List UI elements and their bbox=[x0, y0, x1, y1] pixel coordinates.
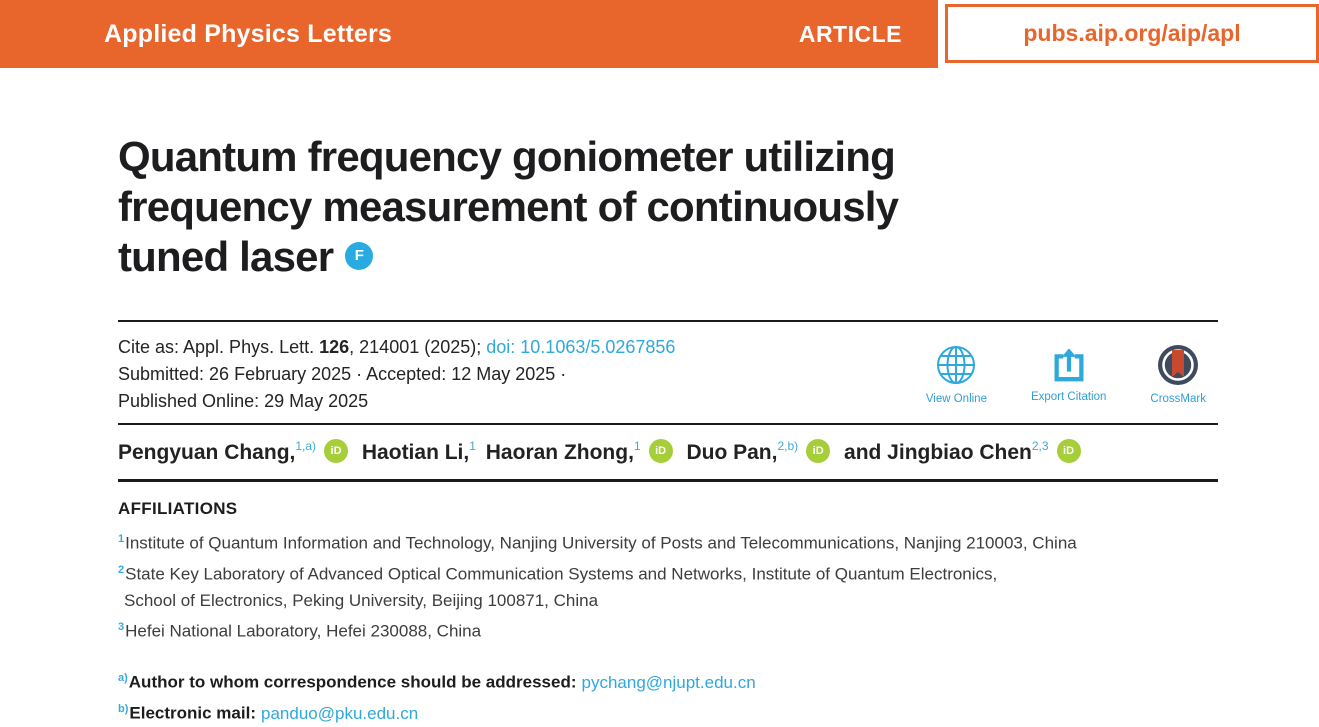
journal-url[interactable]: pubs.aip.org/aip/apl bbox=[1023, 20, 1241, 46]
affiliation-list bbox=[118, 526, 1220, 644]
email-link[interactable]: pychang@njupt.edu.cn bbox=[581, 673, 756, 693]
author-affiliation-sup: 1,a) bbox=[295, 439, 317, 453]
author-name: Haoran Zhong,$^1$ bbox=[485, 439, 641, 464]
affiliation-item: $^1$Institute of Quantum Information and Technology, Nanjing University of Posts and Telecommunications, Nanjing 210003, China bbox=[118, 533, 1077, 554]
journal-title: Applied Physics Letters bbox=[104, 19, 393, 48]
correspondence-sup: a) bbox=[118, 672, 128, 685]
crossmark-button[interactable] bbox=[1150, 344, 1206, 405]
author-name: Duo Pan,$^{2,b)}$ bbox=[686, 439, 799, 464]
correspondence-block bbox=[118, 665, 1220, 726]
author-list bbox=[118, 440, 1220, 479]
affiliation-sup: 3 bbox=[118, 620, 125, 633]
author-name: Haotian Li,$^1$ bbox=[361, 439, 476, 464]
author-name: Pengyuan Chang,$^{1,a)}$ bbox=[118, 439, 317, 464]
published-online-line: Published Online: 29 May 2025 bbox=[118, 391, 369, 411]
journal-banner bbox=[0, 0, 938, 68]
paper-title bbox=[118, 132, 1220, 282]
affiliation-sup: 2 bbox=[118, 564, 125, 577]
export-icon bbox=[1050, 344, 1088, 384]
affiliations-heading: AFFILIATIONS bbox=[118, 499, 238, 519]
divider bbox=[118, 479, 1218, 482]
divider bbox=[118, 320, 1218, 322]
title-line: Quantum frequency goniometer utilizing bbox=[118, 133, 895, 180]
citation-block bbox=[118, 334, 675, 415]
title-line: frequency measurement of continuously bbox=[118, 183, 899, 230]
orcid-icon[interactable]: iD bbox=[324, 439, 348, 463]
title-line: tuned laser bbox=[118, 233, 334, 280]
export-citation-label: Export Citation bbox=[1030, 391, 1107, 403]
article-type-label: ARTICLE bbox=[798, 20, 902, 47]
journal-url-box[interactable] bbox=[945, 4, 1319, 63]
submitted-accepted-line: Submitted: 26 February 2025 · Accepted: 12 May 2025 · bbox=[118, 364, 567, 384]
doi-link[interactable]: doi: 10.1063/5.0267856 bbox=[486, 337, 676, 357]
orcid-icon[interactable]: iD bbox=[1057, 439, 1081, 463]
crossmark-icon bbox=[1157, 344, 1199, 386]
divider bbox=[118, 423, 1218, 425]
author-affiliation-sup: 2,b) bbox=[777, 439, 799, 453]
correspondence-note: $^{a)}$Author to whom correspondence should be addressed: pychang@njupt.edu.cn bbox=[118, 672, 756, 693]
author-affiliation-sup: 1 bbox=[469, 439, 476, 453]
view-online-button[interactable] bbox=[926, 344, 987, 405]
volume-number: 126 bbox=[319, 337, 350, 357]
correspondence-note: $^{b)}$Electronic mail: panduo@pku.edu.cn bbox=[118, 703, 419, 723]
affiliation-item: $^2$State Key Laboratory of Advanced Optical Communication Systems and Networks, Institute of Quantum Electronics, School of Electronics, Peking University, Beijing 100871, China bbox=[118, 564, 998, 610]
globe-icon bbox=[935, 344, 977, 386]
orcid-icon[interactable]: iD bbox=[649, 439, 673, 463]
affiliation-item: $^3$Hefei National Laboratory, Hefei 230088, China bbox=[118, 620, 482, 641]
author-affiliation-sup: 2,3 bbox=[1031, 439, 1049, 453]
citation-row bbox=[118, 334, 1218, 415]
cite-as-text: Cite as: Appl. Phys. Lett. bbox=[118, 337, 320, 357]
author-name: and Jingbiao Chen$^{2,3}$ bbox=[844, 439, 1049, 464]
action-buttons bbox=[926, 344, 1218, 405]
crossmark-label: CrossMark bbox=[1150, 393, 1206, 405]
cite-as-line bbox=[118, 334, 675, 361]
view-online-label: View Online bbox=[925, 393, 987, 405]
affiliation-sup: 1 bbox=[118, 533, 125, 546]
correspondence-sup: b) bbox=[118, 703, 129, 716]
cite-as-suffix: , 214001 (2025); bbox=[349, 337, 487, 357]
article-header-content bbox=[118, 68, 1220, 727]
featured-badge-icon[interactable]: F bbox=[345, 242, 373, 270]
orcid-icon[interactable]: iD bbox=[806, 439, 830, 463]
export-citation-button[interactable] bbox=[1031, 344, 1106, 405]
author-affiliation-sup: 1 bbox=[633, 439, 641, 453]
email-link[interactable]: panduo@pku.edu.cn bbox=[261, 703, 419, 723]
